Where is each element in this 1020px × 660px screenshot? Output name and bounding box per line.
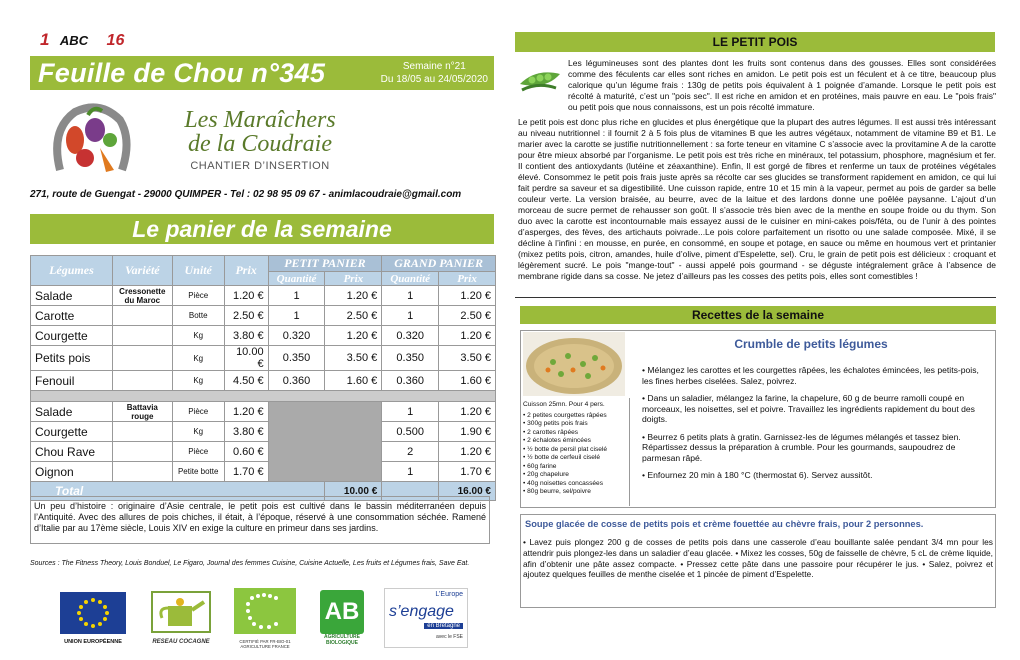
cell-legume: Oignon <box>31 462 113 482</box>
total-grand: 16.00 € <box>439 482 496 501</box>
cell-prix: 0.60 € <box>224 442 268 462</box>
cell-legume: Courgette <box>31 422 113 442</box>
cell-variete <box>112 306 172 326</box>
cell-unite: Kg <box>172 371 224 391</box>
cell-grand-quantite: 0.500 <box>382 422 439 442</box>
top-line <box>40 30 124 50</box>
col-grand-quantite: Quantité <box>382 272 439 286</box>
cell-grand-prix: 1.20 € <box>439 402 496 422</box>
logo-engage-text: s’engage <box>389 603 454 620</box>
crumble-steps <box>642 365 992 488</box>
cell-legume: Salade <box>31 286 113 306</box>
cell-petit-prix: 1.60 € <box>325 371 382 391</box>
total-label: Total <box>31 482 325 501</box>
panier-title: Le panier de la semaine <box>132 216 392 242</box>
petit-pois-title: LE PETIT POIS <box>712 35 798 49</box>
cell-grand-prix: 1.70 € <box>439 462 496 482</box>
soup-text: • Lavez puis plongez 200 g de cosses de petits pois dans une casserole d’eau bouillante salée pendant 3/4 mn pour les attendrir puis plongez-les dans un saladier d’eau glacée. • Mixez les cosses, 50g de faisselle de chèvre, 5 cL de crème liquide, afin d’obtenir une pâte assez compacte. • Pressez cette pâte dans une passoire pour récupérer le jus. • Salez, poivrez et ajoutez quelques feuilles de menthe ciselée et 1 pincée de piment d’Espelette. <box>523 537 993 580</box>
separator-cell <box>31 391 496 402</box>
step: • Mélangez les carottes et les courgettes râpées, les échalotes émincées, les petits-pois, les fines herbes ciselées. Salez, poivrez. <box>642 365 979 386</box>
ingredient-item: • 2 petites courgettes râpées <box>523 411 607 419</box>
cell-prix: 4.50 € <box>224 371 268 391</box>
cell-grand-prix: 1.90 € <box>439 422 496 442</box>
ingredient-item: • 60g farine <box>523 462 557 470</box>
ingredient-item: • 2 carottes râpées <box>523 428 579 436</box>
cell-variete <box>112 346 172 371</box>
col-petit-prix: Prix <box>325 272 382 286</box>
table-row <box>31 442 496 462</box>
step: • Beurrez 6 petits plats à gratin. Garnissez-les de légumes mélangés et tassez bien. Répartissez dessus la préparation à crumble. Pour les gourmands, saupoudrez de parmesan râpé. <box>642 431 961 463</box>
issue-number: 16 <box>106 32 125 49</box>
cell-grand-quantite: 2 <box>382 442 439 462</box>
cell-grand-quantite: 1 <box>382 462 439 482</box>
col-petit-quantite: Quantité <box>268 272 325 286</box>
cell-variete: Cressonette du Maroc <box>112 286 172 306</box>
cell-variete: Battavia rouge <box>112 402 172 422</box>
vegetable-horseshoe-icon <box>57 108 126 173</box>
watering-can-icon <box>150 590 212 634</box>
cell-legume: Salade <box>31 402 113 422</box>
sources: Sources : The Fitness Theory, Louis Bonduel, Le Figaro, Journal des femmes Cuisine, Cuisine Actuelle, Les fruits et Légumes frais, Save Eat. <box>30 560 470 567</box>
cell-grand-prix: 1.20 € <box>439 286 496 306</box>
cell-petit-prix: 1.20 € <box>325 286 382 306</box>
ingredient-item: • 300g petits pois frais <box>523 420 588 427</box>
logo-bio-label: CERTIFIÉ PAR FR-BIO-01 AGRICULTURE FRANCE <box>239 639 291 649</box>
recettes-bar <box>520 306 996 324</box>
table-row <box>31 462 496 482</box>
petit-pois-body: Le petit pois est donc plus riche en glucides et plus énergétique que la plupart des autres légumes. Il est aussi très intéressant au niveau nutritionnel : il fournit 2 à 5 fois plus de vitamines B que les autres végétaux, notamment de vitamine B9 et B1. Le marier avec la carotte se justifie nutritionnellement : sa forte teneur en vitamine C s’associe avec la provitamine A de la carotte pour être mieux absorbé par l’organisme. Le petit pois est très riche en minéraux, tel potassium, phosphore, magnésium et fer. Il contient des antioxydants (lutéine et zéaxanthine). Enfin, Il est gorgé de fibres et renferme un taux de protéines végétales élevé. Consommez le petit pois frais juste après sa récolte car ses glucides se transforment rapidement en amidon, ce qui lui fait perdre sa saveur et sa digestibilité. Une cuisson rapide, entre 10 et 15 min à la vapeur, permet au pois de garder sa belle couleur verte. La version braisée, au beurre, avec de la laitue et des lardons donne une poêlée paysanne. L’ajout d’un morceau de sucre permet de rehausser son goût. Il s’associe très bien avec de la menthe en soupe froide ou du thym. Son duo avec la carotte est incontournable mais essayez aussi de le cuisiner en mini-cakes pois/féta, ou de l’unir à des pointes d’asperges, des fèves, des artichauts poivrade...Le pois colore parfaitement un risotto ou une salade composée. Mixé, il se décline à l’infini : en mousse, en purée, en consommé, en soupe et potage, en sauce ou même en houmous vert et printanier (mixez petits pois, citron, amandes, huile d’olive, piment d’Espelette, sel). Cru, le grain de petit pois est délicieux : croquant et légèrement sucré. Le pois "mange-tout" - aussi appelé pois gourmand - se déguste intégralement grâce à l’absence de membrane rigide dans sa cosse. Ne jetez d’ailleurs pas les cosses des petits pois, elles sont comestibles ! <box>518 117 996 281</box>
cell-legume: Carotte <box>31 306 113 326</box>
week-dates: Du 18/05 au 24/05/2020 <box>380 74 488 85</box>
col-variete: Variété <box>112 256 172 286</box>
histoire-box: Un peu d’histoire : originaire d’Asie centrale, le petit pois est cultivé dans le bassin méditerranéen depuis l’Antiquité. Avec des allures de pois chiches, il était, à l’époque, réservé à une consommation séchée. Ramené d’Italie par au 17ème siècle, Louis XIV en exige la culture en primeur dans ses jardins. <box>30 496 490 544</box>
address: 271, route de Guengat - 29000 QUIMPER - Tel : 02 98 95 09 67 - animlacoudraie@gmail.com <box>30 189 462 200</box>
logo-ue-label: UNION EUROPÉENNE <box>64 639 122 645</box>
cell-grand-prix: 1.60 € <box>439 371 496 391</box>
cell-grand-quantite: 0.320 <box>382 326 439 346</box>
table-separator <box>31 391 496 402</box>
cell-unite: Pièce <box>172 286 224 306</box>
ingredient-item: • 40g noisettes concassées <box>523 479 604 487</box>
table-row <box>31 402 496 422</box>
logo-ab <box>318 590 366 646</box>
cell-variete <box>112 442 172 462</box>
table-row <box>31 326 496 346</box>
cell-grand-prix: 2.50 € <box>439 306 496 326</box>
logo-cocagne <box>146 590 216 645</box>
logo-bretagne-text: en Bretagne <box>424 623 463 629</box>
cell-variete <box>112 371 172 391</box>
cell-unite: Kg <box>172 326 224 346</box>
soup-title: Soupe glacée de cosse de petits pois et crème fouettée au chèvre frais, pour 2 personnes. <box>525 519 924 529</box>
logo-line1: Les Maraîchers <box>184 107 336 133</box>
crumble-photo-icon <box>523 332 625 396</box>
cell-petit-quantite: 1 <box>268 286 325 306</box>
col-legumes: Légumes <box>31 256 113 286</box>
recettes-title: Recettes de la semaine <box>691 308 825 322</box>
cell-grand-prix: 3.50 € <box>439 346 496 371</box>
cell-grand-prix: 1.20 € <box>439 442 496 462</box>
cell-petit-quantite: 1 <box>268 306 325 326</box>
cell-legume: Courgette <box>31 326 113 346</box>
ingredients-list <box>520 398 630 506</box>
cell-grand-quantite: 1 <box>382 402 439 422</box>
ingredient-item: • ½ botte de persil plat ciselé <box>523 445 608 453</box>
cell-variete <box>112 422 172 442</box>
col-unite: Unité <box>172 256 224 286</box>
partner-logos <box>60 588 500 648</box>
panier-table <box>30 255 496 501</box>
divider <box>515 297 996 298</box>
page-title: Feuille de Chou n°345 <box>38 58 326 88</box>
logo-line2: de la Coudraie <box>188 131 332 157</box>
cell-petit-quantite: 0.350 <box>268 346 325 371</box>
week-label: Semaine n°21 <box>402 61 466 72</box>
abc-label: ABC <box>59 33 89 48</box>
cell-variete <box>112 462 172 482</box>
cell-grand-quantite: 1 <box>382 286 439 306</box>
cell-unite: Kg <box>172 346 224 371</box>
crumble-title: Crumble de petits légumes <box>734 337 888 351</box>
cell-prix: 3.80 € <box>224 326 268 346</box>
col-grand-panier: GRAND PANIER <box>382 256 496 272</box>
cell-prix: 3.80 € <box>224 422 268 442</box>
cell-petit-prix: 3.50 € <box>325 346 382 371</box>
cell-unite: Petite botte <box>172 462 224 482</box>
table-row <box>31 371 496 391</box>
cell-petit-quantite: 0.360 <box>268 371 325 391</box>
cell-legume: Fenouil <box>31 371 113 391</box>
logo-ue <box>60 592 126 645</box>
logo-bio-europe <box>230 588 300 649</box>
ab-icon: AB <box>320 590 364 634</box>
logo-fse-text: avec le FSE <box>436 634 463 640</box>
peas-pod-icon <box>516 62 564 96</box>
table-row <box>31 306 496 326</box>
cell-grand-quantite: 0.360 <box>382 371 439 391</box>
week-info <box>381 60 488 86</box>
cell-grand-quantite: 0.350 <box>382 346 439 371</box>
cell-grand-prix: 1.20 € <box>439 326 496 346</box>
cell-legume: Petits pois <box>31 346 113 371</box>
table-row <box>31 286 496 306</box>
cell-grand-quantite: 1 <box>382 306 439 326</box>
ingredient-item: • 20g chapelure <box>523 471 569 478</box>
cuisson: Cuisson 25mn. Pour 4 pers. <box>523 401 605 408</box>
cell-unite: Kg <box>172 422 224 442</box>
petit-pois-bar <box>515 32 995 52</box>
logo-europe-bretagne <box>384 588 468 648</box>
eu-organic-leaf-icon <box>234 588 296 634</box>
cell-prix: 1.70 € <box>224 462 268 482</box>
ingredient-item: • 2 échalotes émincées <box>523 437 591 444</box>
cell-petit-prix: 2.50 € <box>325 306 382 326</box>
cell-prix: 2.50 € <box>224 306 268 326</box>
petit-panier-empty <box>268 402 382 482</box>
eu-flag-icon <box>60 592 126 634</box>
logo-europe-text: L’Europe <box>435 591 463 598</box>
page-number: 1 <box>40 30 50 49</box>
petit-pois-intro: Les légumineuses sont des plantes dont les fruits sont contenus dans des gousses. Elles sont considérées comme des féculents car elles sont riches en amidon. Le petit pois est un féculent et à ce titre, beaucoup plus calorique qu’un légume frais : 130g de petits pois équivalent à 1 poignée d’amande. Lorsque le petit pois est récolté à maturité, c’est un "pois sec". Il est riche en amidon et en protéines, mais pauvre en eau. Le "pois frais" ou petit pois que nous connaissons, est un pois récolté immature. <box>568 58 996 112</box>
step: • Enfournez 20 min à 180 °C (thermostat 6). Servez aussitôt. <box>642 470 873 480</box>
title-bar <box>30 56 494 90</box>
step: • Dans un saladier, mélangez la farine, la chapelure, 60 g de beurre ramolli coupé en morceaux, les noisettes, sel et poivre. Travaillez les ingrédients rapidement du bout des doigts. <box>642 393 975 424</box>
cell-unite: Botte <box>172 306 224 326</box>
cell-unite: Pièce <box>172 442 224 462</box>
cell-prix: 1.20 € <box>224 286 268 306</box>
col-prix: Prix <box>224 256 268 286</box>
cell-legume: Chou Rave <box>31 442 113 462</box>
ingredient-item: • 80g beurre, sel/poivre <box>523 488 591 495</box>
panier-bar <box>30 214 494 244</box>
cell-petit-prix: 1.20 € <box>325 326 382 346</box>
table-row <box>31 346 496 371</box>
logo-text <box>160 108 360 172</box>
logo-ab-label: AGRICULTURE BIOLOGIQUE <box>323 634 360 646</box>
logo-cocagne-label: RESEAU COCAGNE <box>152 639 210 645</box>
table-row <box>31 422 496 442</box>
cell-prix: 10.00 € <box>224 346 268 371</box>
col-grand-prix: Prix <box>439 272 496 286</box>
cell-prix: 1.20 € <box>224 402 268 422</box>
total-petit: 10.00 € <box>325 482 382 501</box>
cell-petit-quantite: 0.320 <box>268 326 325 346</box>
cell-variete <box>112 326 172 346</box>
cell-unite: Pièce <box>172 402 224 422</box>
ingredient-item: • ½ botte de cerfeuil ciselé <box>523 454 601 461</box>
logo-line3: CHANTIER D’INSERTION <box>190 160 330 172</box>
col-petit-panier: PETIT PANIER <box>268 256 382 272</box>
